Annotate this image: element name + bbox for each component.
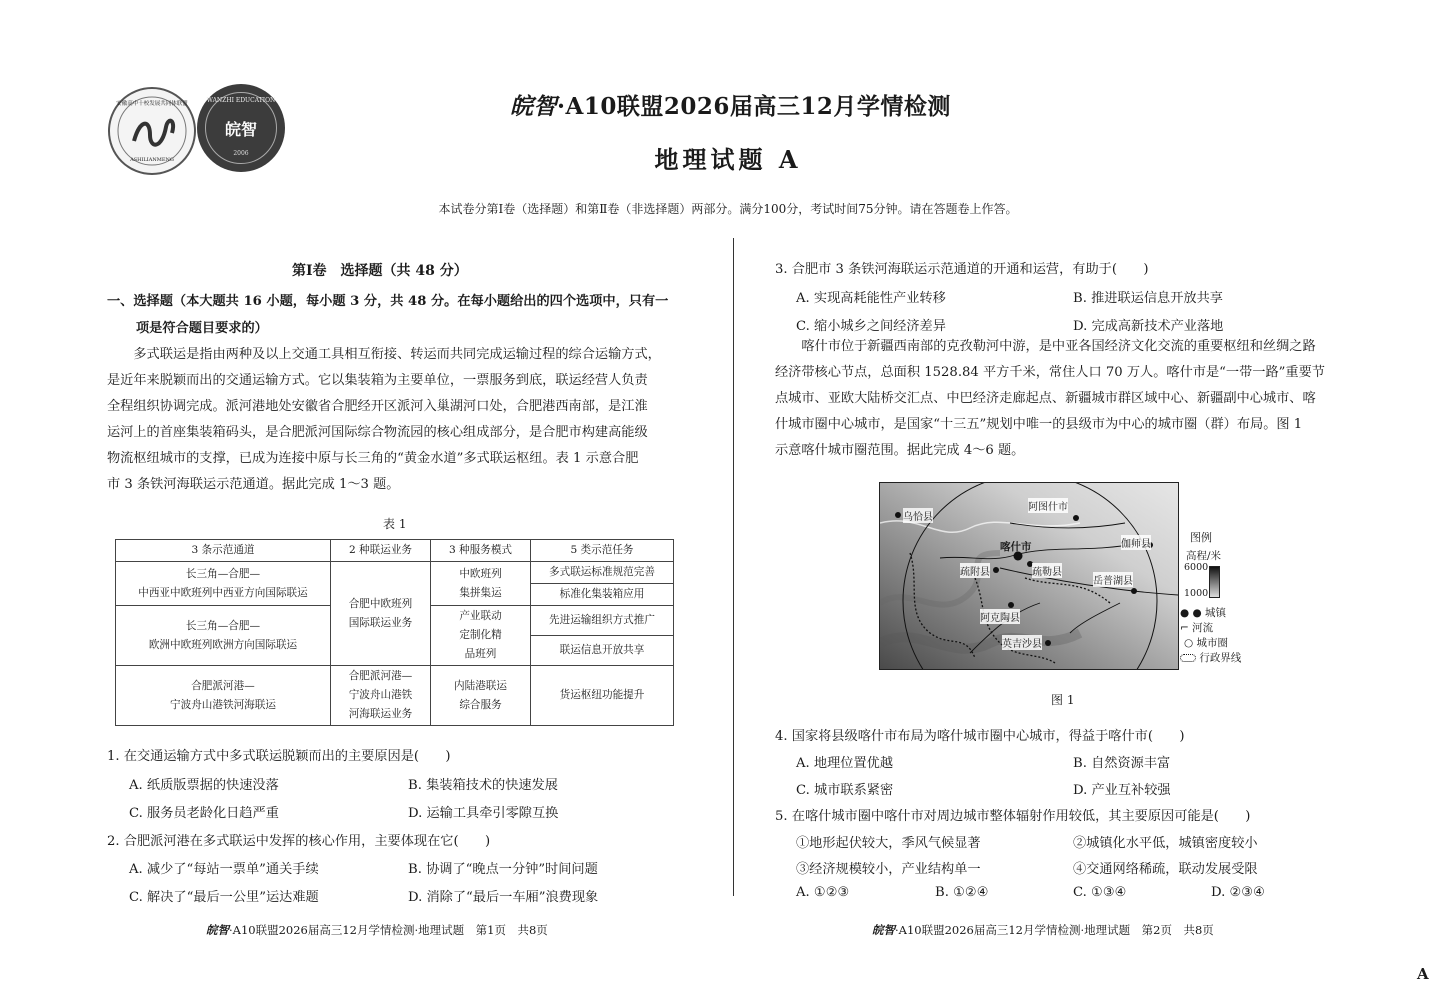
table-caption: 表 1: [383, 517, 407, 531]
q1-stem: 1. 在交通运输方式中多式联运脱颖而出的主要原因是( ): [107, 749, 451, 764]
figure-caption: 图 1: [1051, 693, 1075, 707]
section-title: 第Ⅰ卷 选择题（共 48 分）: [292, 263, 468, 279]
table-cell: 货运枢纽功能提升: [531, 666, 674, 726]
map-city-dot: [895, 512, 901, 518]
table-row: [116, 562, 674, 584]
table-cell: 标准化集装箱应用: [531, 584, 674, 606]
table-cell: 先进运输组织方式推广: [531, 606, 674, 636]
map-city-label: 岳普湖县: [1093, 572, 1133, 587]
q5-stem: 5. 在喀什城市圈中喀什市对周边城市整体辐射作用较低，其主要原因可能是( ): [775, 809, 1251, 824]
legend-elev-max: 6000: [1184, 562, 1209, 573]
legend-elevation: 高程/米: [1186, 550, 1222, 562]
map-city-label: 伽师县: [1121, 535, 1151, 550]
column-divider: [733, 238, 734, 896]
version-mark: A: [1417, 965, 1429, 983]
table-header: 2 种联运业务: [331, 540, 431, 562]
table-cell: 长三角—合肥— 欧洲中欧班列欧洲方向国际联运: [116, 606, 331, 666]
table-header: 3 种服务模式: [431, 540, 531, 562]
footer-brand: 皖智: [206, 923, 229, 937]
legend-title: 图例: [1190, 531, 1212, 544]
exam-title: [510, 88, 951, 121]
section-instruction-1: 一、选择题（本大题共 16 小题，每小题 3 分，共 48 分。在每小题给出的四个选项中，只有一: [107, 294, 669, 309]
table-cell: 中欧班列 集拼集运: [431, 562, 531, 606]
map-city-dot: [993, 567, 999, 573]
q4-option-b: B. 自然资源丰富: [1073, 756, 1171, 771]
table-cell: 联运信息开放共享: [531, 636, 674, 666]
alliance-logo-sub: ASHILIANMENG: [130, 157, 174, 163]
table-cell: 产业联动 定制化精 品班列: [431, 606, 531, 666]
q4-stem: 4. 国家将县级喀什市布局为喀什城市圈中心城市，得益于喀什市( ): [775, 729, 1185, 744]
q5-option-d: D. ②③④: [1211, 885, 1265, 900]
legend-circle: [1184, 635, 1228, 650]
legend-circle-label: 城市圈: [1196, 637, 1228, 649]
map-city-label: 阿图什市: [1028, 498, 1068, 513]
exam-notice: 本试卷分第Ⅰ卷（选择题）和第Ⅱ卷（非选择题）两部分。满分100分，考试时间75分钟。请在答题卷上作答。: [438, 202, 1018, 216]
table-row: [116, 666, 674, 726]
kashgar-map: [879, 482, 1179, 670]
q5-statement-1: ①地形起伏较大，季风气候显著: [796, 836, 981, 851]
passage-1: [107, 342, 682, 498]
map-city-dot: [1045, 640, 1051, 646]
q5-statement-3: ③经济规模较小，产业结构单一: [796, 862, 981, 877]
q1-option-d: D. 运输工具牵引零隙互换: [408, 806, 559, 821]
footer-brand: 皖智: [872, 923, 895, 937]
map-city-label: 乌恰县: [903, 508, 933, 523]
exam-title-text: ·A10联盟2026届高三12月学情检测: [557, 93, 951, 120]
passage-2-line: 点城市、亚欧大陆桥交汇点、中巴经济走廊起点、新疆城市群区域中心、新疆副中心城市、喀: [775, 391, 1316, 406]
map-city-dot: [1131, 588, 1137, 594]
table-header: 5 类示范任务: [531, 540, 674, 562]
map-city-dot: [1008, 602, 1014, 608]
passage-2: [775, 334, 1353, 464]
subject-title: 地理试题 A: [654, 145, 802, 174]
brand-mark: 皖智: [510, 93, 557, 120]
town-symbol-icon: ● ●: [1180, 607, 1205, 619]
legend-river-label: 河流: [1192, 622, 1214, 634]
map-city-dot: [1073, 515, 1079, 521]
q1-option-c: C. 服务员老龄化日趋严重: [129, 806, 279, 821]
wanzhi-logo-name: WANZHI EDUCATION: [206, 97, 276, 104]
q5-statement-2: ②城镇化水平低，城镇密度较小: [1073, 836, 1258, 851]
q3-option-a: A. 实现高耗能性产业转移: [796, 291, 946, 306]
q1-option-a: A. 纸质版票据的快速没落: [129, 778, 279, 793]
passage-2-line: 喀什市位于新疆西南部的克孜勒河中游，是中亚各国经济文化交流的重要枢纽和丝绸之路: [775, 339, 1316, 354]
table-header: 3 条示范通道: [116, 540, 331, 562]
passage-1-line: 市 3 条铁河海联运示范通道。据此完成 1～3 题。: [107, 477, 400, 492]
section-instruction-2: 项是符合题目要求的）: [136, 321, 268, 336]
q5-statement-4: ④交通网络稀疏，联动发展受限: [1073, 862, 1258, 877]
circle-symbol-icon: ○: [1184, 637, 1197, 649]
legend-border: [1180, 650, 1241, 665]
passage-2-line: 什城市圈中心城市，是国家“十三五”规划中唯一的县级市为中心的城市圈（群）布局。图 1: [775, 417, 1303, 432]
q5-option-c: C. ①③④: [1073, 885, 1127, 900]
q3-stem: 3. 合肥市 3 条铁河海联运示范通道的开通和运营，有助于( ): [775, 262, 1149, 277]
channel-table: [115, 539, 674, 726]
passage-1-line: 是近年来脱颖而出的交通运输方式。它以集装箱为主要单位，一票服务到底，联运经营人负责: [107, 373, 648, 388]
passage-1-line: 运河上的首座集装箱码头，是合肥派河国际综合物流园的核心组成部分，是合肥市构建高能级: [107, 425, 648, 440]
passage-1-line: 多式联运是指由两种及以上交通工具相互衔接、转运而共同完成运输过程的综合运输方式，: [107, 347, 661, 362]
q2-option-d: D. 消除了“最后一车厢”浪费现象: [408, 890, 599, 905]
footer-right: [872, 922, 1214, 938]
q3-option-c: C. 缩小城乡之间经济差异: [796, 319, 946, 334]
q3-option-d: D. 完成高新技术产业落地: [1073, 319, 1224, 334]
map-city-label: 疏附县: [960, 563, 990, 578]
table-cell: 合肥派河港— 宁波舟山港铁河海联运: [116, 666, 331, 726]
table-cell: 合肥中欧班列 国际联运业务: [331, 562, 431, 666]
map-city-label: 阿克陶县: [980, 609, 1020, 624]
footer-left-text: ·A10联盟2026届高三12月学情检测·地理试题 第1页 共8页: [229, 923, 548, 937]
q4-option-c: C. 城市联系紧密: [796, 783, 894, 798]
table-cell: 内陆港联运 综合服务: [431, 666, 531, 726]
map-city-label: 英吉沙县: [1002, 635, 1042, 650]
footer-right-text: ·A10联盟2026届高三12月学情检测·地理试题 第2页 共8页: [895, 923, 1214, 937]
table-cell: 长三角—合肥— 中西亚中欧班列中西亚方向国际联运: [116, 562, 331, 606]
q3-option-b: B. 推进联运信息开放共享: [1073, 291, 1223, 306]
alliance-logo-name: 安徽高中十校发展共同体联盟: [116, 101, 188, 107]
passage-1-line: 全程组织协调完成。派河港地处安徽省合肥经开区派河入巢湖河口处，合肥港西南部，是江淮: [107, 399, 648, 414]
q4-option-a: A. 地理位置优越: [796, 756, 894, 771]
legend-elev-min: 1000: [1184, 588, 1209, 599]
legend-border-label: 行政界线: [1199, 652, 1242, 664]
map-city-label: 疏勒县: [1032, 563, 1062, 578]
passage-2-line: 经济带核心节点，总面积 1528.84 平方千米，常住人口 70 万人。喀什市是“一带一路”重要节: [775, 365, 1325, 380]
footer-left: [206, 922, 548, 938]
wanzhi-logo-mark: 皖智: [224, 120, 257, 139]
q2-option-c: C. 解决了“最后一公里”运达难题: [129, 890, 319, 905]
legend-town-label: 城镇: [1205, 607, 1226, 619]
legend-town: [1180, 605, 1226, 620]
q2-option-b: B. 协调了“晚点一分钟”时间问题: [408, 862, 598, 877]
passage-1-line: 物流枢纽城市的支撑，已成为连接中原与长三角的“黄金水道”多式联运枢纽。表 1 示意合肥: [107, 451, 639, 466]
wanzhi-logo-year: 2006: [233, 150, 249, 157]
legend-elevation-bar: [1209, 566, 1220, 598]
q2-option-a: A. 减少了“每站一票单”通关手续: [129, 862, 319, 877]
map-city-label: 喀什市: [1000, 541, 1032, 553]
passage-2-line: 示意喀什城市圈范围。据此完成 4～6 题。: [775, 443, 1025, 458]
q4-option-d: D. 产业互补较强: [1073, 783, 1171, 798]
q5-option-a: A. ①②③: [796, 885, 850, 900]
q2-stem: 2. 合肥派河港在多式联运中发挥的核心作用，主要体现在它( ): [107, 834, 491, 849]
table-cell: 合肥派河港— 宁波舟山港铁 河海联运业务: [331, 666, 431, 726]
border-symbol-icon: [1180, 654, 1196, 662]
river-symbol-icon: ⌐: [1180, 622, 1193, 634]
q5-option-b: B. ①②④: [935, 885, 989, 900]
table-cell: 多式联运标准规范完善: [531, 562, 674, 584]
q1-option-b: B. 集装箱技术的快速发展: [408, 778, 558, 793]
legend-river: [1180, 620, 1213, 635]
table-header-row: [116, 540, 674, 562]
